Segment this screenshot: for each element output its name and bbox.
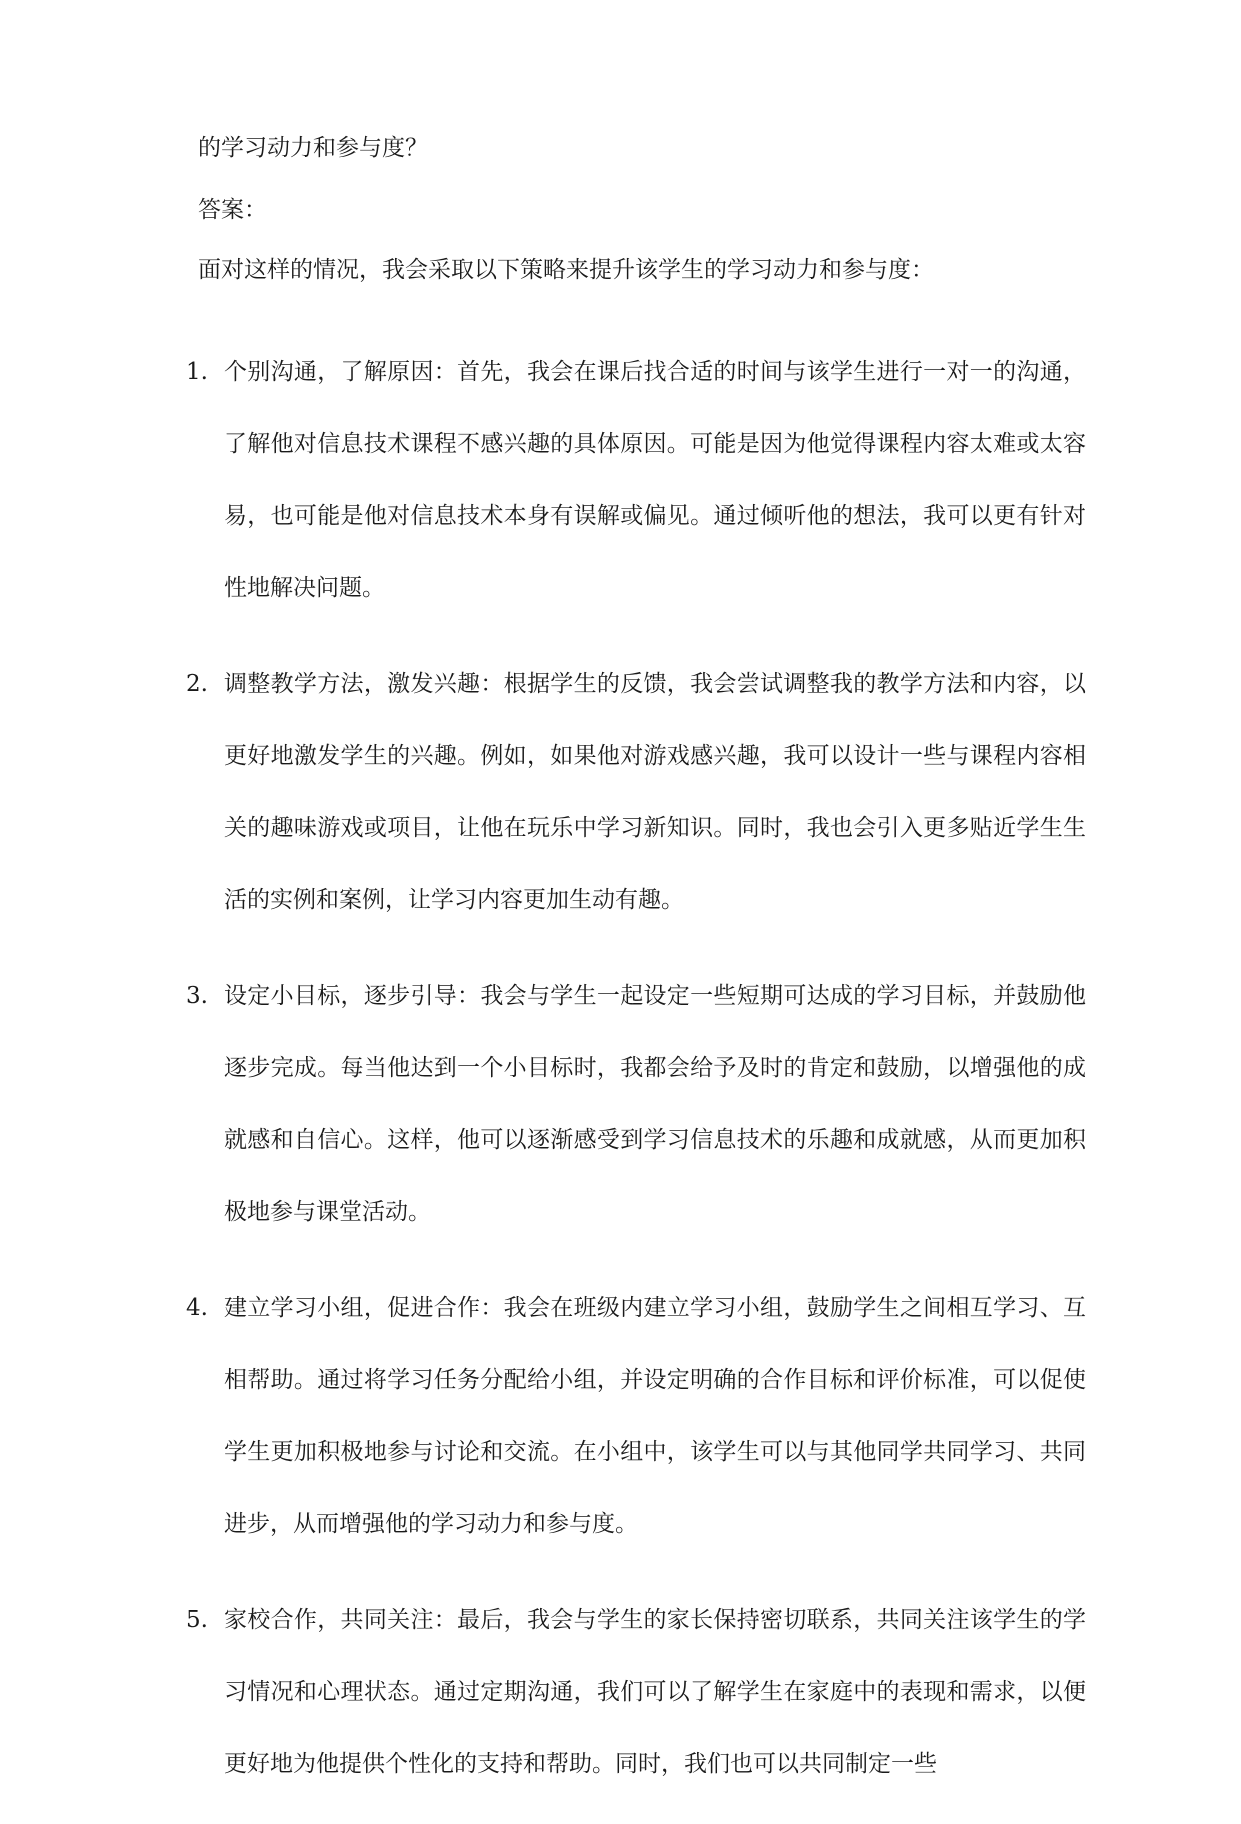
list-item: [186, 1272, 1086, 1560]
answer-label: 答案：: [198, 197, 267, 223]
list-item-number: 3.: [186, 983, 208, 1009]
list-item: [186, 960, 1086, 1248]
list-item-text: 个别沟通，了解原因：首先，我会在课后找合适的时间与该学生进行一对一的沟通，了解他对信息技术课程不感兴趣的具体原因。可能是因为他觉得课程内容太难或太容易，也可能是他对信息技术本身有误解或偏见。通过倾听他的想法，我可以更有针对性地解决问题。: [224, 359, 1086, 601]
list-item-number: 1.: [186, 359, 208, 385]
strategy-list: [186, 336, 1086, 1824]
list-item-number: 4.: [186, 1295, 208, 1321]
list-item-text: 设定小目标，逐步引导：我会与学生一起设定一些短期可达成的学习目标，并鼓励他逐步完成。每当他达到一个小目标时，我都会给予及时的肯定和鼓励，以增强他的成就感和自信心。这样，他可以逐渐感受到学习信息技术的乐趣和成就感，从而更加积极地参与课堂活动。: [224, 983, 1086, 1225]
list-item: [186, 1584, 1086, 1800]
list-item-text: 建立学习小组，促进合作：我会在班级内建立学习小组，鼓励学生之间相互学习、互相帮助。通过将学习任务分配给小组，并设定明确的合作目标和评价标准，可以促使学生更加积极地参与讨论和交流。在小组中，该学生可以与其他同学共同学习、共同进步，从而增强他的学习动力和参与度。: [224, 1295, 1086, 1537]
question-continuation: 的学习动力和参与度？: [198, 135, 428, 161]
list-item-text: 调整教学方法，激发兴趣：根据学生的反馈，我会尝试调整我的教学方法和内容，以更好地激发学生的兴趣。例如，如果他对游戏感兴趣，我可以设计一些与课程内容相关的趣味游戏或项目，让他在玩乐中学习新知识。同时，我也会引入更多贴近学生生活的实例和案例，让学习内容更加生动有趣。: [224, 671, 1086, 913]
list-item: [186, 336, 1086, 624]
list-item-number: 2.: [186, 671, 208, 697]
answer-intro: 面对这样的情况，我会采取以下策略来提升该学生的学习动力和参与度：: [198, 257, 934, 283]
list-item: [186, 648, 1086, 936]
list-item-text: 家校合作，共同关注：最后，我会与学生的家长保持密切联系，共同关注该学生的学习情况和心理状态。通过定期沟通，我们可以了解学生在家庭中的表现和需求，以便更好地为他提供个性化的支持和帮助。同时，我们也可以共同制定一些: [224, 1607, 1086, 1777]
list-item-number: 5.: [186, 1607, 208, 1633]
